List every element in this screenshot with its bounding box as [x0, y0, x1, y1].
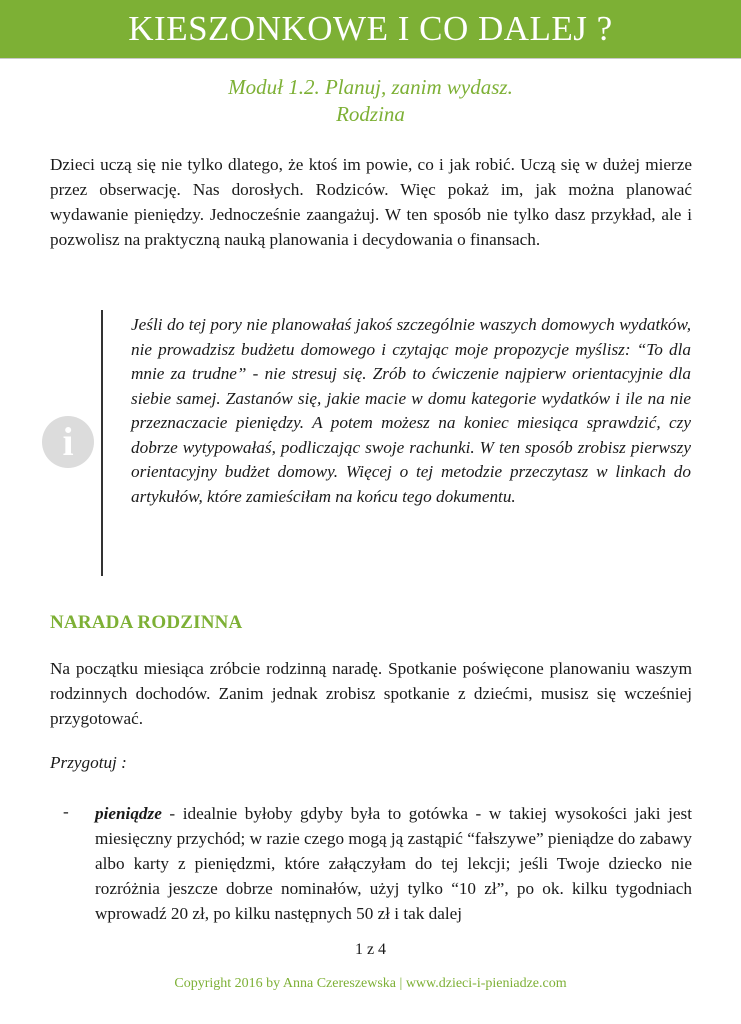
intro-paragraph: Dzieci uczą się nie tylko dlatego, że ktoś im powie, co i jak robić. Uczą się w dużej mierze przez obserwację. Nas dorosłych. Rodziców. Więc pokaż im, jak można planować wydawanie pieniędzy. Jednocześnie zaangażuj. W ten sposób nie tylko dasz przykład, ale i pozwolisz na praktyczną nauką planowania i decydowania o finansach.	[50, 155, 692, 249]
module-title	[0, 74, 741, 128]
bullet-term: pieniądze	[95, 804, 162, 823]
module-title-line1: Moduł 1.2. Planuj, zanim wydasz.	[228, 75, 513, 99]
section-heading: NARADA RODZINNA	[50, 612, 243, 633]
module-title-line2: Rodzina	[336, 102, 405, 126]
info-icon: i	[42, 416, 94, 468]
document-title: KIESZONKOWE I CO DALEJ ?	[128, 9, 613, 48]
footer-copyright: Copyright 2016 by Anna Czereszewska | www.dzieci-i-pieniadze.com	[174, 976, 567, 991]
section-paragraph: Na początku miesiąca zróbcie rodzinną naradę. Spotkanie poświęcone planowaniu waszym rodzinnych dochodów. Zanim jednak zrobisz spotkanie z dziećmi, musisz się wcześniej przygotować.	[50, 659, 692, 728]
bullet-description: - idealnie byłoby gdyby była to gotówka - w takiej wysokości jaki jest miesięczny przychód; w razie czego mogą ją zastąpić “fałszywe” pieniądze do zabawy albo karty z pieniędzmi, które załączyłam do tej lekcji; jeśli Twoje dziecko nie rozróżnia jeszcze dobrze nominałów, użyj tylko “10 zł”, po ok. kilku tygodniach wprowadź 20 zł, po kilku następnych 50 zł i tak dalej	[95, 804, 692, 923]
prepare-label: Przygotuj :	[50, 753, 127, 772]
info-box-text: Jeśli do tej pory nie planowałaś jakoś szczególnie waszych domowych wydatków, nie prowadzisz budżetu domowego i czytając moje propozycje myślisz: “To dla mnie za trudne” - nie stresuj się. Zrób to ćwiczenie najpierw orientacyjnie dla siebie samej. Zastanów się, jakie macie w domu kategorie wydatków i ile na nie przeznaczacie pieniędzy. A potem możesz na koniec miesiąca sprawdzić, czy dobrze wytypowałaś, podliczając swoje rachunki. W ten sposób zrobisz pierwszy orientacyjny budżet domowy. Więcej o tej metodzie przeczytasz w linkach do artykułów, które zamieściłam na końcu tego dokumentu.	[131, 315, 691, 506]
page-number: 1 z 4	[354, 941, 387, 958]
bullet-dash: -	[63, 802, 69, 821]
quote-bar	[101, 310, 103, 576]
header-divider	[0, 58, 741, 59]
list-item	[95, 801, 692, 926]
